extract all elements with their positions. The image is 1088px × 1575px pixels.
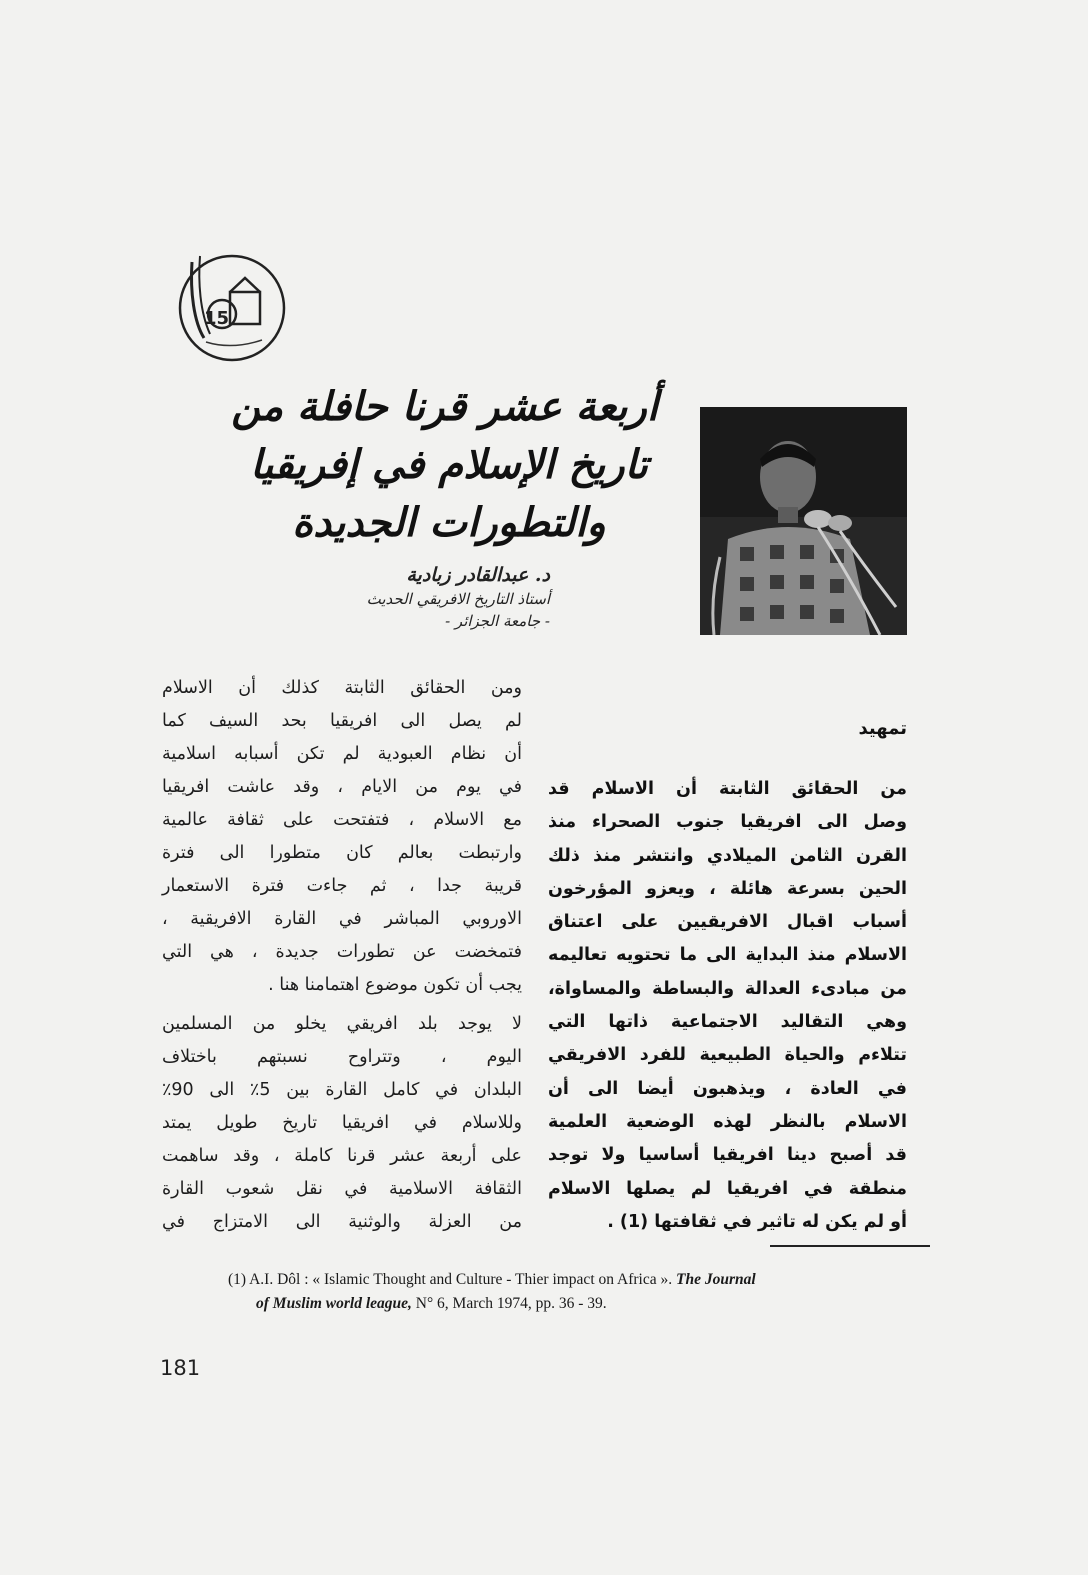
text-line: الاوروبي المباشر في القارة الافريقية ،	[162, 909, 522, 929]
text-line: الثقافة الاسلامية في نقل شعوب القارة	[162, 1179, 522, 1199]
text-line: قريبة جدا ، ثم جاءت فترة الاستعمار	[162, 876, 522, 896]
footnote-divider	[770, 1245, 930, 1247]
author-affiliation: - جامعة الجزائر -	[445, 612, 550, 630]
text-line: من الحقائق الثابتة أن الاسلام قد	[548, 779, 907, 799]
author-block	[230, 562, 550, 632]
text-line: الاسلام منذ البداية الى ما تحتويه تعاليمه	[548, 945, 907, 966]
footnote-citation: (1) A.I. Dôl : « Islamic Thought and Culture - Thier impact on Africa ».	[228, 1271, 673, 1288]
text-line: وهي التقاليد الاجتماعية ذاتها التي	[548, 1012, 907, 1033]
emblem-icon	[170, 242, 288, 366]
text-line: لا يوجد بلد افريقي يخلو من المسلمين	[162, 1014, 522, 1034]
title-line-2: تاريخ الإسلام في إفريقيا	[250, 441, 648, 488]
text-line: منطقة في افريقيا لم يصلها الاسلام	[548, 1178, 907, 1199]
author-name: د. عبدالقادر زبادية	[406, 564, 550, 586]
title-line-3: والتطورات الجديدة	[292, 499, 606, 546]
author-photo	[700, 407, 907, 635]
page-number: 181	[160, 1356, 201, 1380]
right-column	[548, 773, 907, 1239]
text-line: اليوم ، وتتراوح نسبتهم باختلاف	[162, 1047, 522, 1067]
text-line: الحين بسرعة هائلة ، ويعزو المؤرخون	[548, 878, 907, 899]
text-line: في العادة ، ويذهبون أيضا الى أن	[548, 1078, 907, 1099]
author-position: أستاذ التاريخ الافريقي الحديث	[366, 590, 550, 608]
text-line: البلدان في كامل القارة بين 5٪ الى 90٪	[162, 1080, 522, 1100]
magazine-emblem-logo	[170, 242, 288, 366]
text-line: أسباب اقبال الافريقيين على اعتناق	[548, 912, 907, 933]
text-line: يجب أن تكون موضوع اهتمامنا هنا .	[268, 975, 522, 995]
text-line: من العزلة والوثنية الى الامتزاج في	[162, 1212, 522, 1232]
emblem-number: 15	[204, 308, 230, 329]
title-line-1: أربعة عشر قرنا حافلة من	[231, 383, 658, 430]
text-line: في يوم من الايام ، وقد عاشت افريقيا	[162, 777, 522, 797]
text-line: فتمخضت عن تطورات جديدة ، هي التي	[162, 942, 522, 962]
text-line: وارتبطت بعالم كان متطورا الى فترة	[162, 843, 522, 863]
footnote	[228, 1268, 933, 1316]
text-line: الاسلام بالنظر لهذه الوضعية العلمية	[548, 1111, 907, 1132]
text-line: على أربعة عشر قرنا كاملة ، وقد ساهمت	[162, 1146, 522, 1166]
footnote-journal: The Journal	[675, 1271, 756, 1288]
text-line: لم يصل الى افريقيا بحد السيف كما	[162, 711, 522, 731]
text-line: مع الاسلام ، فتفتحت على ثقافة عالمية	[162, 810, 522, 830]
text-line: من مبادىء العدالة والبساطة والمساواة،	[548, 978, 907, 999]
text-line: وصل الى افريقيا جنوب الصحراء منذ	[548, 812, 907, 833]
footnote-journal-name: of Muslim world league,	[256, 1295, 412, 1312]
left-paragraph-2	[162, 1008, 522, 1239]
text-line: تتلاءم والحياة الطبيعية للفرد الافريقي	[548, 1045, 907, 1066]
speaker-at-microphone-image	[700, 407, 907, 635]
section-heading: تمهيد	[858, 718, 907, 739]
text-line: قد أصبح دينا افريقيا أساسيا ولا توجد	[548, 1145, 907, 1166]
text-line: أو لم يكن له تاثير في ثقافتها (1) .	[607, 1211, 907, 1232]
left-column	[162, 672, 522, 1239]
left-paragraph-1	[162, 672, 522, 1002]
article-title	[231, 378, 658, 552]
footnote-issue: N° 6, March 1974, pp. 36 - 39.	[415, 1295, 607, 1312]
text-line: ومن الحقائق الثابتة كذلك أن الاسلام	[162, 678, 522, 698]
text-line: وللاسلام في افريقيا تاريخ طويل يمتد	[162, 1113, 522, 1133]
text-line: أن نظام العبودية لم تكن أسبابه اسلامية	[162, 744, 522, 764]
text-line: القرن الثامن الميلادي وانتشر منذ ذلك	[548, 845, 907, 866]
